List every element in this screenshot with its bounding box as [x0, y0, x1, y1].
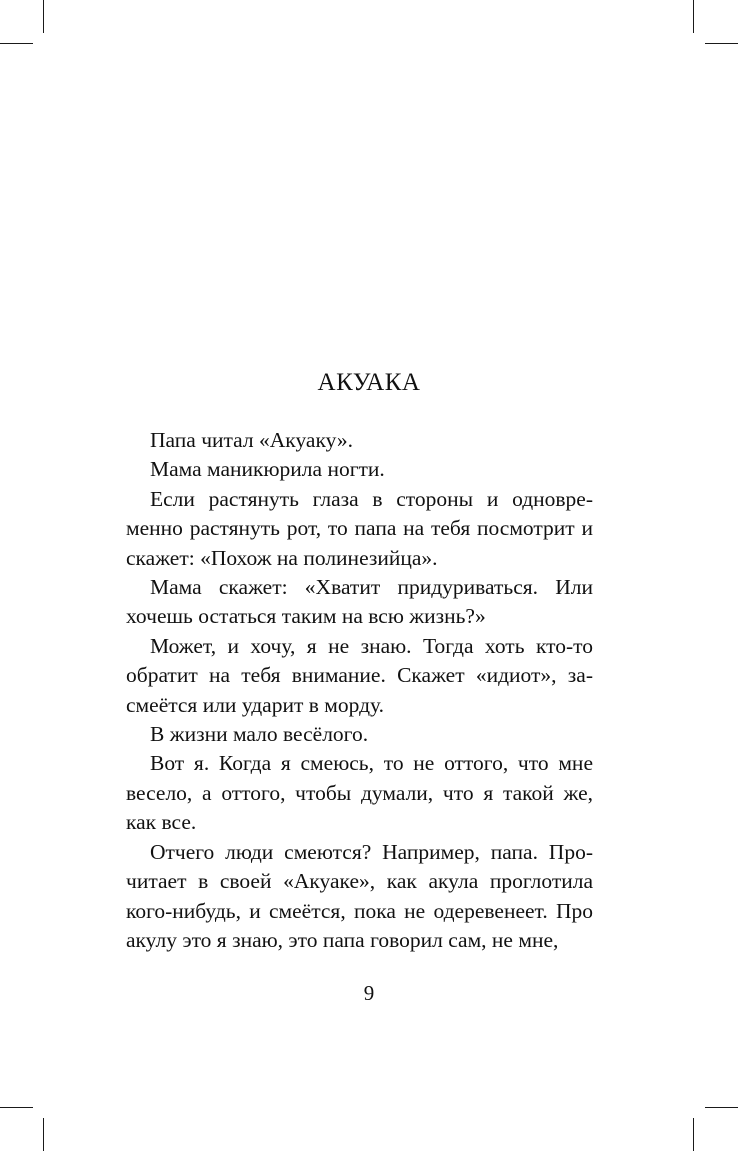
paragraph-3: Если растянуть глаза в стороны и одновре-менно растянуть рот, то папа на тебя посмотрит и скажет: «Похож на полинезийца». [126, 486, 593, 570]
crop-mark-bottom-right-vertical [693, 1118, 694, 1151]
crop-mark-top-left-vertical [43, 0, 44, 33]
body-text [126, 426, 593, 955]
paragraph-7: Вот я. Когда я смеюсь, то не оттого, что мне весело, а оттого, чтобы думали, что я такой же, как все. [126, 751, 593, 835]
paragraph-1: Папа читал «Акуаку». [150, 428, 354, 452]
crop-mark-top-right-horizontal [705, 43, 738, 44]
crop-mark-bottom-right-horizontal [705, 1107, 738, 1108]
paragraph-4: Мама скажет: «Хватит придуриваться. Или хочешь остаться таким на всю жизнь?» [126, 575, 593, 629]
paragraph-2: Мама маникюрила ногти. [150, 457, 385, 482]
paragraph-6: В жизни мало весёлого. [150, 722, 369, 747]
crop-mark-top-right-vertical [693, 0, 694, 33]
crop-mark-bottom-left-vertical [43, 1118, 44, 1151]
page-number: 9 [363, 981, 375, 1005]
paragraph-5: Может, и хочу, я не знаю. Тогда хоть кто-то обратит на тебя внимание. Скажет «идиот», за-смеётся или ударит в морду. [126, 633, 593, 717]
crop-mark-bottom-left-horizontal [0, 1107, 33, 1108]
crop-mark-top-left-horizontal [0, 43, 33, 44]
chapter-title: АКУАКА [317, 369, 421, 396]
paragraph-8: Отчего люди смеются? Например, папа. Про-читает в своей «Акуаке», как акула проглотила кого-нибудь, и смеётся, пока не одеревенеет. Про акулу это я знаю, это папа говорил сам, не мне, [126, 839, 593, 952]
